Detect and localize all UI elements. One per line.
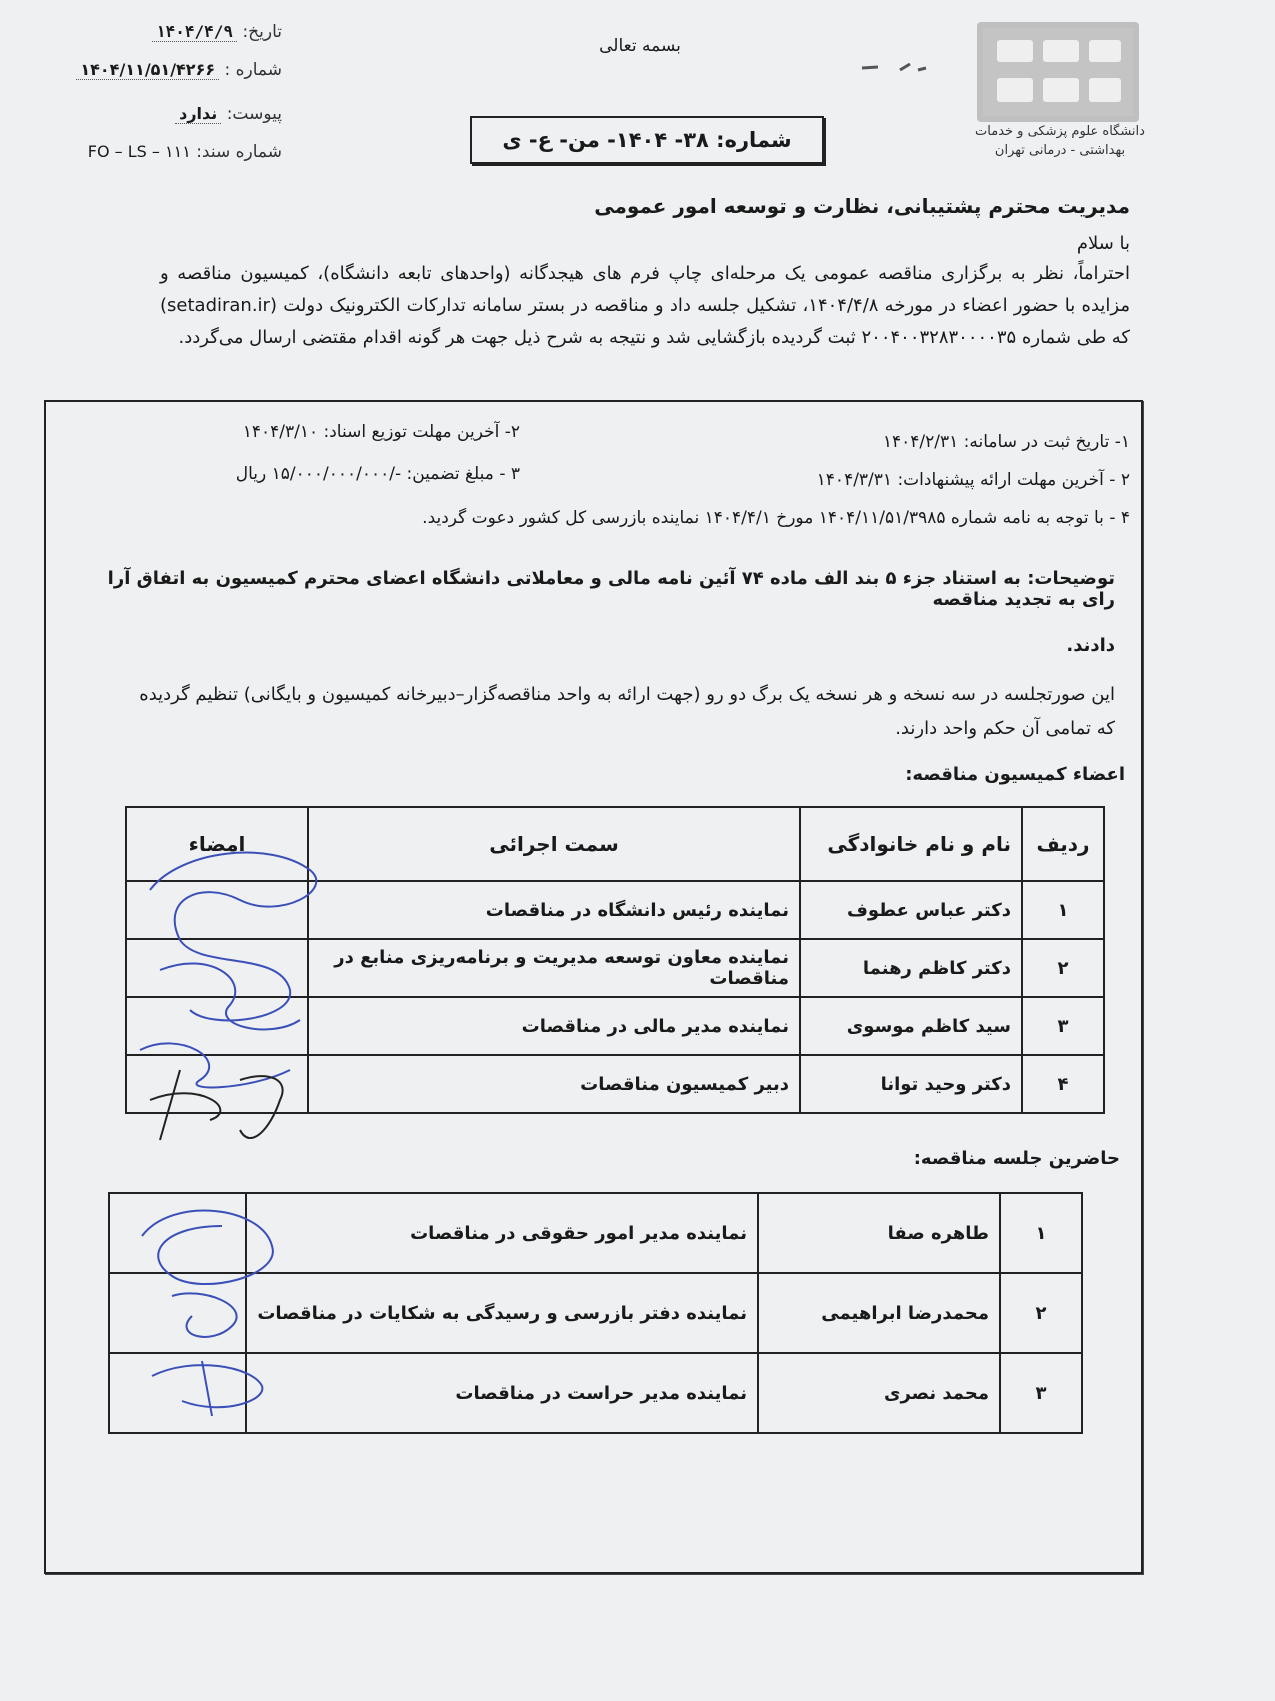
university-logo [977,22,1139,122]
attendee-role: نماینده مدیر امور حقوقی در مناقصات [246,1193,758,1273]
attachment-field [52,104,282,124]
member-name: دکتر عباس عطوف [800,881,1022,939]
detail-item2-left: ۲- آخرین مهلت توزیع اسناد: ۱۴۰۴/۳/۱۰ [242,422,520,442]
invocation: بسمه تعالی [599,36,681,56]
university-name [960,122,1160,160]
header-signature: امضاء [126,807,308,881]
member-role: نماینده رئیس دانشگاه در مناقصات [308,881,800,939]
doc-number-label: شماره سند: [196,142,282,162]
member-role: نماینده مدیر مالی در مناقصات [308,997,800,1055]
number-label: شماره : [224,60,282,80]
attachment-label: پیوست: [226,104,282,124]
number-value: ۱۴۰۴/۱۱/۵۱/۴۲۶۶ [76,60,219,80]
attendee-name: طاهره صفا [758,1193,1000,1273]
attachment-value: ندارد [175,104,221,124]
row-number: ۴ [1022,1055,1104,1113]
header-row-number: ردیف [1022,807,1104,881]
boxed-number: شماره: ۳۸- ۱۴۰۴- من- ع- ی [470,116,824,164]
signature-scribbles [120,830,340,1160]
university-line1: دانشگاه علوم پزشکی و خدمات [975,124,1145,139]
doc-number-field [52,142,282,162]
row-number: ۲ [1000,1273,1082,1353]
row-number: ۲ [1022,939,1104,997]
attendees-title: حاضرین جلسه مناقصه: [913,1148,1120,1169]
row-number: ۱ [1022,881,1104,939]
attendee-role: نماینده مدیر حراست در مناقصات [246,1353,758,1433]
attendee-signatures [112,1186,322,1436]
member-name: سید کاظم موسوی [800,997,1022,1055]
notes-label: توضیحات: [1027,568,1115,589]
addressee: مدیریت محترم پشتیبانی، نظارت و توسعه امور عمومی [594,194,1130,218]
member-name: دکتر وحید توانا [800,1055,1022,1113]
letter-body: احتراماً، نظر به برگزاری مناقصه عمومی یک مرحله‌ای چاپ فرم های هیجدگانه (واحدهای تابعه دانشگاه)، کمیسیون مناقصه و مزایده با حضور اعضاء در مورخه ۱۴۰۴/۴/۸، تشکیل جلسه داد و مناقصه در بستر سامانه تدارکات الکترونیک دولت (setadiran.ir) که طی شماره ۲۰۰۴۰۰۳۲۸۳۰۰۰۰۳۵ ثبت گردیده بازگشایی شد و نتیجه به شرح ذیل جهت هر گونه اقدام مقتضی ارسال می‌گردد. [160,263,1131,348]
notes-text: به استناد جزء ۵ بند الف ماده ۷۴ آئین نامه مالی و معاملاتی دانشگاه اعضای محترم کمیسیون به اتفاق آرا رای به تجدید مناقصه [107,568,1115,610]
member-role: دبیر کمیسیون مناقصات [308,1055,800,1113]
date-value: ۱۴۰۴/۴/۹ [152,22,237,42]
committee-title: اعضاء کمیسیون مناقصه: [905,764,1125,785]
row-number: ۳ [1022,997,1104,1055]
header-name: نام و نام خانوادگی [800,807,1022,881]
detail-item3: ۳ - مبلغ تضمین: -/۱۵/۰۰۰/۰۰۰/۰۰۰ ریال [235,464,520,484]
notes [100,568,1115,610]
copies-text: این صورتجلسه در سه نسخه و هر نسخه یک برگ دو رو (جهت ارائه به واحد مناقصه‌گزار–دبیرخانه کمیسیون و بایگانی) تنظیم گردیده که تمامی آن حکم واحد دارند. [139,684,1115,739]
member-role: نماینده معاون توسعه مدیریت و برنامه‌ریزی منابع در مناقصات [308,939,800,997]
detail-item4: ۴ - با توجه به نامه شماره ۱۴۰۴/۱۱/۵۱/۳۹۸۵ مورخ ۱۴۰۴/۴/۱ نماینده بازرسی کل کشور دعوت گردید. [422,508,1130,528]
member-name: دکتر کاظم رهنما [800,939,1022,997]
detail-item2-right: ۲ - آخرین مهلت ارائه پیشنهادات: ۱۴۰۴/۳/۳۱ [816,470,1130,490]
greeting: با سلام [1076,233,1130,254]
number-field [52,60,282,80]
attendee-name: محمدرضا ابراهیمی [758,1273,1000,1353]
notes-end: دادند. [1066,635,1115,656]
attendee-role: نماینده دفتر بازرسی و رسیدگی به شکایات در مناقصات [246,1273,758,1353]
date-field [52,22,282,42]
row-number: ۱ [1000,1193,1082,1273]
university-line2: بهداشتی - درمانی تهران [994,143,1126,158]
date-label: تاریخ: [242,22,282,42]
doc-number-value: FO – LS – ۱۱۱ [87,142,191,161]
attendee-name: محمد نصری [758,1353,1000,1433]
row-number: ۳ [1000,1353,1082,1433]
detail-item1: ۱- تاریخ ثبت در سامانه: ۱۴۰۴/۲/۳۱ [882,432,1130,452]
header-role: سمت اجرائی [308,807,800,881]
scan-smudge [860,58,930,78]
